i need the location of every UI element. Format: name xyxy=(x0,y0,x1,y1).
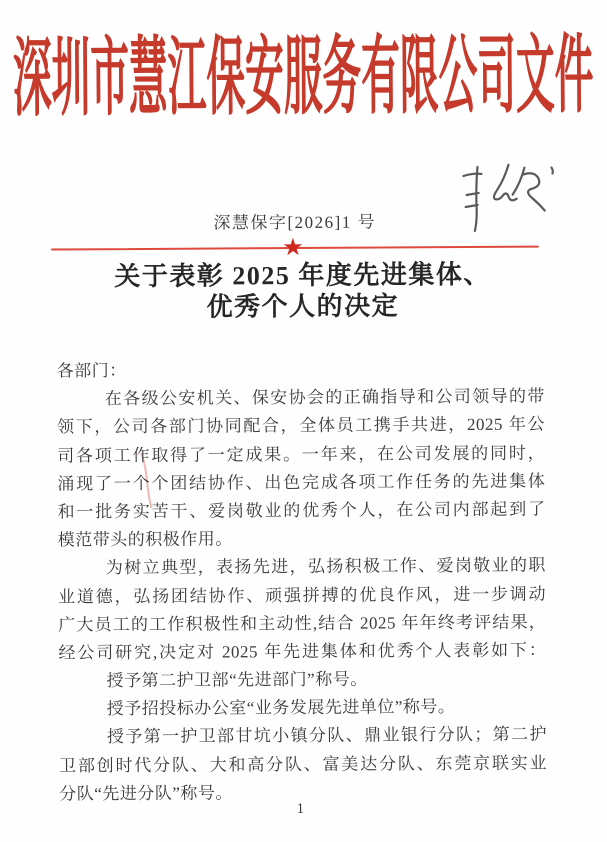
page-number: 1 xyxy=(296,801,305,818)
red-header-company-title: 深圳市慧江保安服务有限公司文件 xyxy=(12,27,594,127)
body-line: 在各级公安机关、保安协会的正确指导和公司领导的带 xyxy=(104,386,545,409)
body-line: 为树立典型，表扬先进，弘扬积极工作、爱岗敬业的职 xyxy=(105,555,546,578)
body-line: 领下，公司各部门协同配合，全体员工携手共进，2025 年公 xyxy=(56,414,546,437)
body-line: 授予招投标办公室“业务发展先进单位”称号。 xyxy=(106,697,456,719)
body-line: 业道德，弘扬团结协作、顽强拼搏的优良作风，进一步调动 xyxy=(58,584,547,607)
body-line: 授予第二护卫部“先进部门”称号。 xyxy=(106,669,368,691)
document-body xyxy=(57,355,548,809)
star-icon: ★ xyxy=(282,232,304,262)
body-line: 经公司研究,决定对 2025 年先进集体和优秀个人表彰如下： xyxy=(58,640,547,663)
document-title xyxy=(0,258,606,324)
body-line: 涌现了一个个团结协作、出色完成各项工作任务的先进集体 xyxy=(57,471,546,494)
document-number: 深慧保字[2026]1 号 xyxy=(213,212,377,233)
body-line: 广大员工的工作积极性和主动性,结合 2025 年年终考评结果， xyxy=(58,612,547,635)
body-line: 分队“先进分队”称号。 xyxy=(59,783,233,804)
body-line: 授予第一护卫部甘坑小镇分队、鼎业银行分队；第二护 xyxy=(106,724,547,747)
document-title-line2: 优秀个人的决定 xyxy=(206,291,400,322)
body-line: 和一批务实苦干、爱岗敬业的优秀个人，在公司内部起到了 xyxy=(57,499,546,522)
body-line: 模范带头的积极作用。 xyxy=(57,529,233,550)
document-title-line1: 关于表彰 2025 年度先进集体、 xyxy=(114,259,491,292)
body-line: 各部门： xyxy=(56,361,127,381)
body-line: 卫部创时代分队、大和高分队、富美达分队、东莞京联实业 xyxy=(59,753,548,776)
body-line: 司各项工作取得了一定成果。一年来，在公司发展的同时， xyxy=(57,443,546,466)
